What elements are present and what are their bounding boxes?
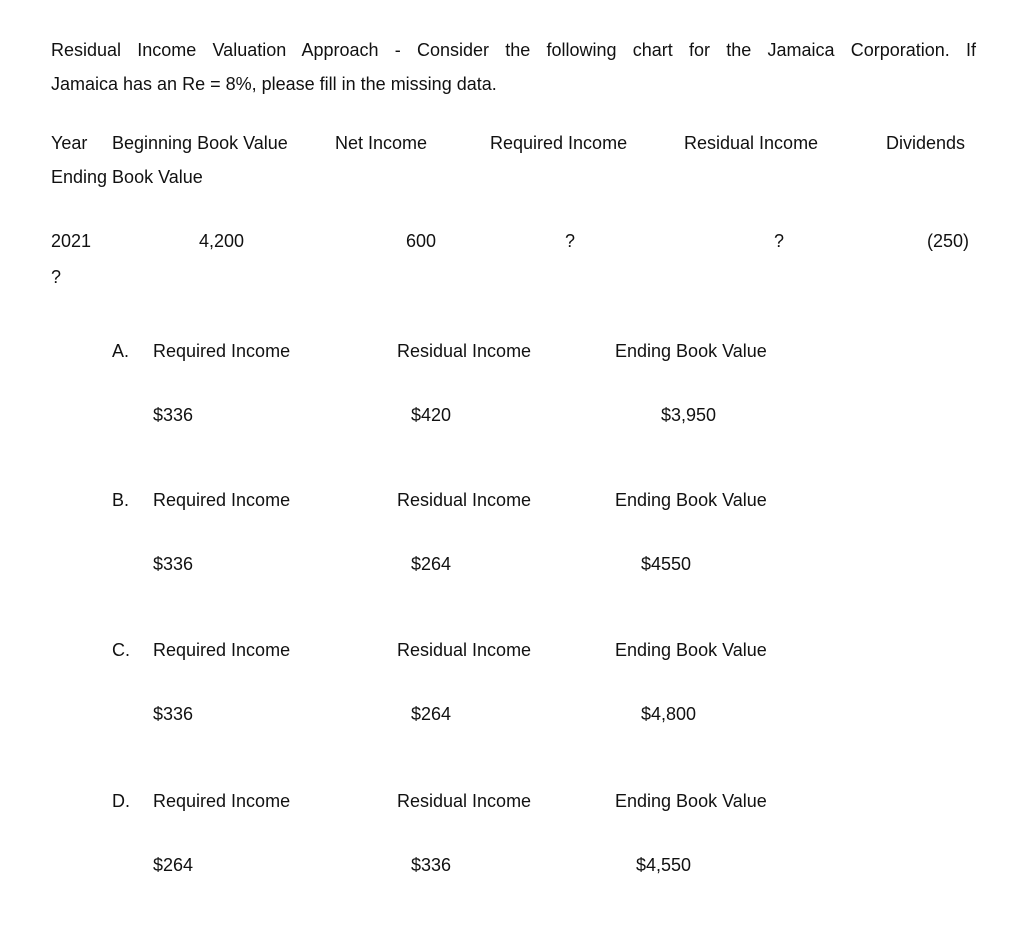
header-dividends: Dividends: [886, 133, 966, 153]
header-required-income: Required Income: [490, 133, 628, 153]
option-letter[interactable]: B.: [112, 490, 130, 510]
option-label-residual-income: Residual Income: [397, 490, 532, 510]
option-label-required-income: Required Income: [153, 341, 291, 361]
option-label-ending-book-value: Ending Book Value: [615, 791, 767, 811]
option-label-ending-book-value: Ending Book Value: [615, 341, 767, 361]
option-label-ending-book-value: Ending Book Value: [615, 640, 767, 660]
option-value-required-income: $336: [153, 554, 194, 574]
option-value-required-income: $336: [153, 704, 194, 724]
option-label-residual-income: Residual Income: [397, 791, 532, 811]
option-value-required-income: $264: [153, 855, 194, 875]
question-line-1: Residual Income Valuation Approach - Consider the following chart for the Jamaica Corporation. If: [51, 40, 976, 60]
option-value-ending-book-value: $4,550: [636, 855, 692, 875]
cell-ending-book-value: ?: [51, 267, 62, 287]
option-value-required-income: $336: [153, 405, 194, 425]
header-beginning-book-value: Beginning Book Value: [112, 133, 288, 153]
option-value-ending-book-value: $3,950: [661, 405, 717, 425]
option-value-residual-income: $336: [411, 855, 452, 875]
option-label-ending-book-value: Ending Book Value: [615, 490, 767, 510]
option-label-residual-income: Residual Income: [397, 640, 532, 660]
option-label-required-income: Required Income: [153, 791, 291, 811]
option-letter[interactable]: D.: [112, 791, 130, 811]
cell-net-income: 600: [406, 231, 437, 251]
option-value-residual-income: $264: [411, 554, 452, 574]
cell-year: 2021: [51, 231, 92, 251]
option-value-ending-book-value: $4,800: [641, 704, 697, 724]
option-value-residual-income: $420: [411, 405, 452, 425]
option-letter[interactable]: C.: [112, 640, 130, 660]
header-year: Year: [51, 133, 88, 153]
cell-dividends: (250): [927, 231, 970, 251]
question-text: [51, 33, 976, 101]
option-label-residual-income: Residual Income: [397, 341, 532, 361]
option-value-residual-income: $264: [411, 704, 452, 724]
header-ending-book-value: Ending Book Value: [51, 167, 203, 187]
cell-beginning-book-value: 4,200: [199, 231, 245, 251]
option-label-required-income: Required Income: [153, 490, 291, 510]
header-residual-income: Residual Income: [684, 133, 819, 153]
option-letter[interactable]: A.: [112, 341, 130, 361]
cell-residual-income: ?: [774, 231, 785, 251]
header-net-income: Net Income: [335, 133, 428, 153]
option-value-ending-book-value: $4550: [641, 554, 692, 574]
question-line-2: Jamaica has an Re = 8%, please fill in the missing data.: [51, 74, 497, 94]
option-label-required-income: Required Income: [153, 640, 291, 660]
cell-required-income: ?: [565, 231, 576, 251]
